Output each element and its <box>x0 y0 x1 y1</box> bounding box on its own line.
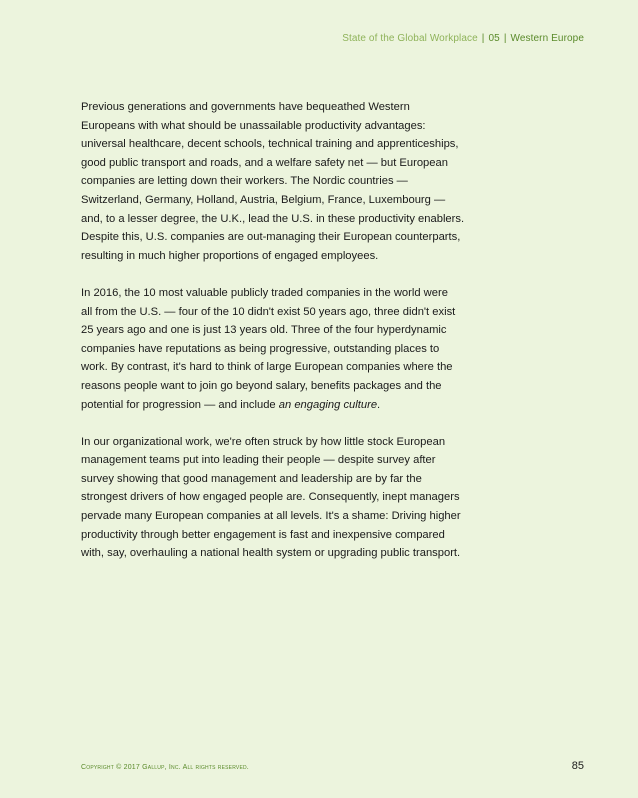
text-line: survey showing that good management and leadership are by far the <box>81 472 422 485</box>
paragraph-3 <box>81 433 501 563</box>
chapter-number: 05 <box>488 33 500 44</box>
text-line-with-emphasis <box>81 396 501 415</box>
text-line: resulting in much higher proportions of engaged employees. <box>81 249 379 262</box>
text-line: In our organizational work, we're often struck by how little stock European <box>81 435 446 448</box>
text-line: Europeans with what should be unassailable productivity advantages: <box>81 119 426 132</box>
publication-title: State of the Global Workplace <box>342 33 478 44</box>
page-number: 85 <box>571 760 584 772</box>
body-text <box>81 98 501 581</box>
paragraph-1 <box>81 98 501 265</box>
text-fragment: . <box>377 398 381 411</box>
text-line: companies have reputations as being progressive, outstanding places to <box>81 342 440 355</box>
text-line: all from the U.S. — four of the 10 didn't exist 50 years ago, three didn't exist <box>81 305 456 318</box>
text-line: Previous generations and governments have bequeathed Western <box>81 101 410 113</box>
text-line: reasons people want to join go beyond salary, benefits packages and the <box>81 379 442 392</box>
text-line: Switzerland, Germany, Holland, Austria, Belgium, France, Luxembourg — <box>81 193 446 206</box>
text-line: 25 years ago and one is just 13 years old. Three of the four hyperdynamic <box>81 324 447 337</box>
text-line: and, to a lesser degree, the U.K., lead the U.S. in these productivity enablers. <box>81 212 465 225</box>
text-line: universal healthcare, decent schools, technical training and apprenticeships, <box>81 138 459 151</box>
paragraph-2 <box>81 284 501 414</box>
text-line: work. By contrast, it's hard to think of large European companies where the <box>81 361 453 374</box>
section-title: Western Europe <box>510 33 584 44</box>
text-line: good public transport and roads, and a welfare safety net — but European <box>81 156 448 169</box>
text-line: companies are letting down their workers. The Nordic countries — <box>81 175 408 188</box>
running-header <box>342 33 584 44</box>
text-line: with, say, overhauling a national health system or upgrading public transport. <box>81 547 461 560</box>
text-fragment: potential for progression — and include <box>81 398 279 411</box>
copyright-notice: Copyright © 2017 Gallup, Inc. All rights reserved. <box>81 764 249 771</box>
header-separator-1: | <box>481 33 485 44</box>
text-line: In 2016, the 10 most valuable publicly traded companies in the world were <box>81 286 448 299</box>
header-separator-2: | <box>503 33 507 44</box>
text-line: management teams put into leading their people — despite survey after <box>81 454 436 467</box>
emphasized-phrase: an engaging culture <box>278 398 378 411</box>
text-line: Despite this, U.S. companies are out-managing their European counterparts, <box>81 231 461 244</box>
text-line: strongest drivers of how engaged people are. Consequently, inept managers <box>81 491 460 504</box>
text-line: productivity through better engagement is fast and inexpensive compared <box>81 528 445 541</box>
text-line: pervade many European companies at all levels. It's a shame: Driving higher <box>81 510 461 523</box>
